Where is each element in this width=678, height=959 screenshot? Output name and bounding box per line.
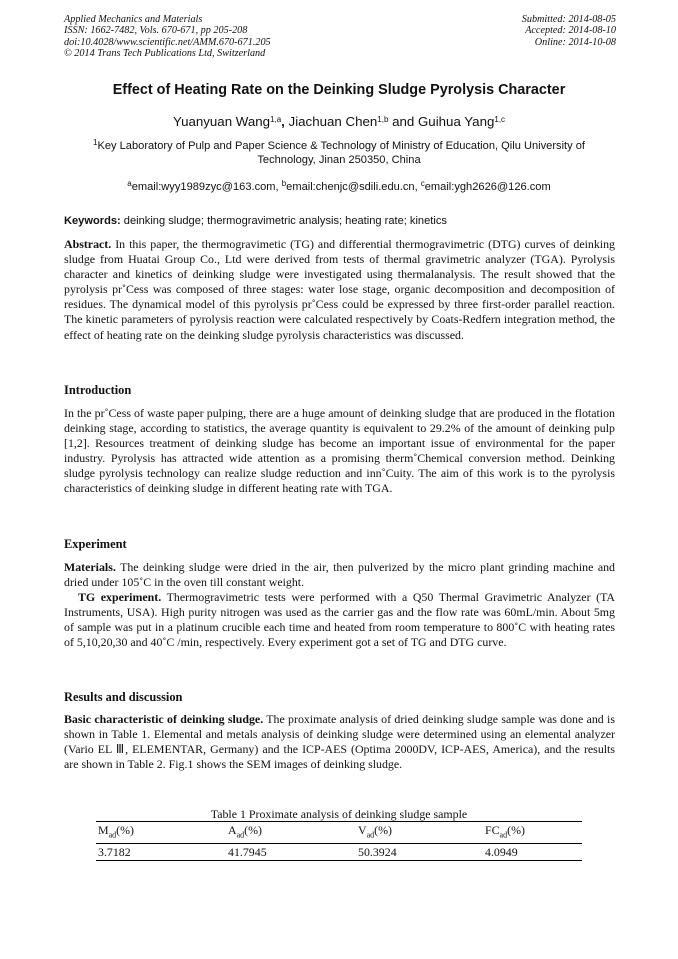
journal-issn: ISSN: 1662-7482, Vols. 670-671, pp 205-208: [64, 25, 248, 37]
affiliation: [64, 139, 614, 167]
author-superscript: 1,a: [270, 115, 282, 124]
email-address[interactable]: email:chenjc@sdili.edu.cn,: [286, 181, 421, 193]
submitted-date: Submitted: 2014-08-05: [521, 14, 616, 25]
table-row: [96, 844, 582, 861]
email-address[interactable]: email:wyy1989zyc@163.com,: [131, 181, 282, 193]
paper-title: Effect of Heating Rate on the Deinking Sludge Pyrolysis Character: [112, 82, 566, 98]
tg-experiment-label: TG experiment.: [78, 590, 162, 604]
email-superscript: c: [420, 179, 425, 188]
journal-name: Applied Mechanics and Materials: [64, 14, 203, 25]
table-header-cell: $M_{ad}(\%)$: [98, 823, 134, 840]
online-date: Online: 2014-10-08: [534, 36, 616, 48]
section-heading-introduction: Introduction: [64, 383, 132, 397]
keywords-label: Keywords:: [64, 215, 121, 227]
table-cell: 3.7182: [98, 845, 131, 860]
basic-characteristic-text: The proximate analysis of dried deinking sludge sample was done and is shown in Table 1. Elemental and metals analysis of deinking sludge were determined using an elemental analyzer (Vario EL Ⅲ, ELEMENTAR, Germany) and the ICP-AES (Optima 2000DV, ICP-AES, America), and the results are shown in Table 2. Fig.1 shows the SEM images of deinking sludge.: [64, 712, 615, 772]
email-address[interactable]: email:ygh2626@126.com: [424, 181, 551, 193]
email-list: [0, 181, 678, 193]
table-cell: 4.0949: [485, 845, 518, 860]
proximate-analysis-table: [96, 821, 582, 861]
accepted-date: Accepted: 2014-08-10: [525, 25, 616, 37]
materials-text: The deinking sludge were dried in the air, then pulverized by the micro plant grinding machine and dried under 105˚C in the oven till constant weight.: [64, 560, 615, 590]
abstract: [64, 237, 615, 343]
journal-header-left: [64, 14, 271, 60]
author-name: Yuanyuan Wang: [172, 114, 271, 129]
author-list: [0, 114, 678, 129]
journal-copyright: © 2014 Trans Tech Publications Ltd, Switzerland: [64, 48, 266, 60]
section-heading-results: Results and discussion: [64, 690, 183, 704]
materials-paragraph: [64, 560, 615, 590]
keywords-text: deinking sludge; thermogravimetric analysis; heating rate; kinetics: [120, 215, 447, 227]
table-header-row: [96, 822, 582, 844]
abstract-label: Abstract.: [64, 237, 112, 251]
author-separator: ,: [281, 114, 289, 129]
keywords: [64, 215, 616, 227]
table-caption: Table 1 Proximate analysis of deinking sludge sample: [210, 807, 468, 821]
table-header-cell: $A_{ad}(\%)$: [228, 823, 262, 840]
author-superscript: 1,b: [377, 115, 389, 124]
table-header-cell: $FC_{ad}(\%)$: [485, 823, 525, 840]
basic-characteristic-label: Basic characteristic of deinking sludge.: [64, 712, 264, 726]
journal-header-right: [522, 14, 616, 48]
materials-label: Materials.: [64, 560, 116, 574]
author-name: Guihua Yang: [417, 114, 495, 129]
author-superscript: 1,c: [494, 115, 506, 124]
abstract-text: In this paper, the thermogravimetic (TG) and differential thermogravimetric (DTG) curves of deinking sludge from Huatai Group Co., Ltd were derived from tests of thermal gravimetric analyzer (TGA). Pyrolysis character and kinetics of deinking sludge were investigated using thermalanalysis. The result showed that the pyrolysis pr˚Cess was composed of three stages: water lose stage, organic decomposition and decomposition of residues. The dynamical model of this pyrolysis pr˚Cess could be expressed by three first-order parallel reaction. The kinetic parameters of pyrolysis reaction were calculated respectively by Coats-Redfern integration method, the effect of heating rate on the deinking sludge pyrolysis characteristics was discussed.: [64, 237, 615, 342]
author-separator: and: [388, 114, 418, 129]
affiliation-text: Key Laboratory of Pulp and Paper Science & Technology of Ministry of Education, Qilu University of Technology, Jinan 250350, China: [97, 140, 585, 166]
introduction-paragraph: In the pr˚Cess of waste paper pulping, there are a huge amount of deinking sludge that are produced in the flotation deinking stage, according to statistics, the average quantity is equivalent to 29.2% of the amount of deinking pulp [1,2]. Resources treatment of deinking sludge has become an important issue of environmental for the paper industry. Pyrolysis has attracted wide attention as a promising therm˚Chemical conversion method. Deinking sludge pyrolysis technology can realize sludge reduction and inn˚Cuity. The aim of this work is to the pyrolysis characteristics of deinking sludge in different heating rate with TGA.: [64, 406, 615, 496]
email-superscript: a: [127, 179, 132, 188]
affiliation-superscript: 1: [92, 138, 98, 147]
table-cell: 50.3924: [358, 845, 397, 860]
journal-doi: doi:10.4028/www.scientific.net/AMM.670-671.205: [64, 36, 271, 48]
email-superscript: b: [281, 179, 287, 188]
table-header-cell: $V_{ad}(\%)$: [358, 823, 392, 840]
tg-experiment-paragraph: [64, 590, 615, 650]
table-cell: 41.7945: [228, 845, 267, 860]
basic-characteristic-paragraph: [64, 712, 615, 772]
section-heading-experiment: Experiment: [64, 537, 127, 551]
author-name: Jiachuan Chen: [288, 114, 378, 129]
tg-experiment-text: Thermogravimetric tests were performed with a Q50 Thermal Gravimetric Analyzer (TA Instruments, USA). High purity nitrogen was used as the carrier gas and the flow rate was 60mL/min. About 5mg of sample was put in a platinum crucible each time and heated from room temperature to 800˚C with heating rates of 5,10,20,30 and 40˚C /min, respectively. Every experiment got a set of TG and DTG curve.: [64, 590, 615, 650]
